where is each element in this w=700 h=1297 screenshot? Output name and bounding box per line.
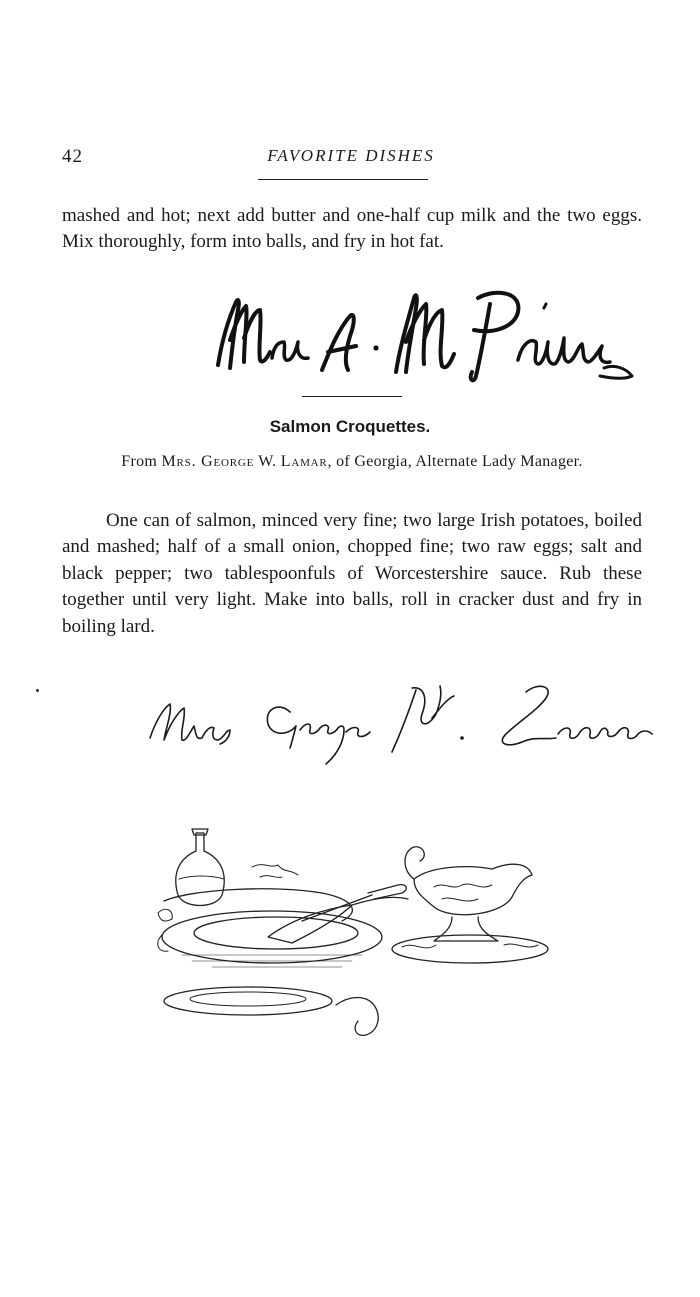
sig-stroke [322,315,356,370]
fork [302,885,406,921]
section-rule [302,396,402,397]
attribution-detail: , of Georgia, Alternate Lady Manager. [327,453,583,470]
page-number: 42 [62,146,83,167]
attribution-from: From [121,453,158,470]
sauce-boat-ornament [434,884,492,901]
sauce-boat-foot [434,917,498,941]
still-life-illustration [152,825,552,1045]
dish-ornament [402,944,538,948]
fish-slice-handle [352,897,408,905]
sig-stroke [396,295,454,372]
hatching [182,955,362,967]
recipe-body: One can of salmon, minced very fine; two large Irish potatoes, boiled and mashed; half of a small onion, chopped fine; two raw eggs; salt and black pepper; two tablespoonfuls of Worcestershire sauce. Rub these together until very light. Make into balls, roll in cracker dust and fry in boiling lard. [62,510,642,637]
recipe-title: Salmon Croquettes. [269,417,431,436]
platter-inner [194,917,358,949]
attribution-initial: W. [258,453,277,470]
decanter-stopper [192,829,208,835]
sig-stroke [518,338,610,364]
sig-stroke [150,704,230,744]
sig-stroke [471,293,519,381]
signature-palmer [200,280,640,390]
front-spoon [336,998,378,1036]
recipe-attribution [90,451,614,473]
continued-paragraph: mashed and hot; next add butter and one-half cup milk and the two eggs. Mix thoroughly, form into balls, and fry in hot fat. [62,205,642,253]
sig-stroke [502,686,652,744]
attribution-surname: Lamar [280,453,328,470]
front-tray-inner [190,992,306,1006]
decanter [176,833,225,906]
sig-stroke [267,707,370,764]
foliage [252,865,298,878]
front-tray [164,987,332,1015]
header-rule [258,179,428,180]
sig-stroke [544,304,546,308]
sig-stroke [218,300,270,368]
decanter-liquid [179,876,224,879]
attribution-name: Mrs. George [161,453,255,470]
dish [392,935,548,963]
sig-stroke [600,366,632,378]
running-title: FAVORITE DISHES [267,146,435,165]
stray-mark [36,689,39,692]
signature-lamar [140,668,660,768]
sig-stroke [392,686,454,752]
sauce-boat [414,864,532,915]
sig-stroke [272,342,308,360]
